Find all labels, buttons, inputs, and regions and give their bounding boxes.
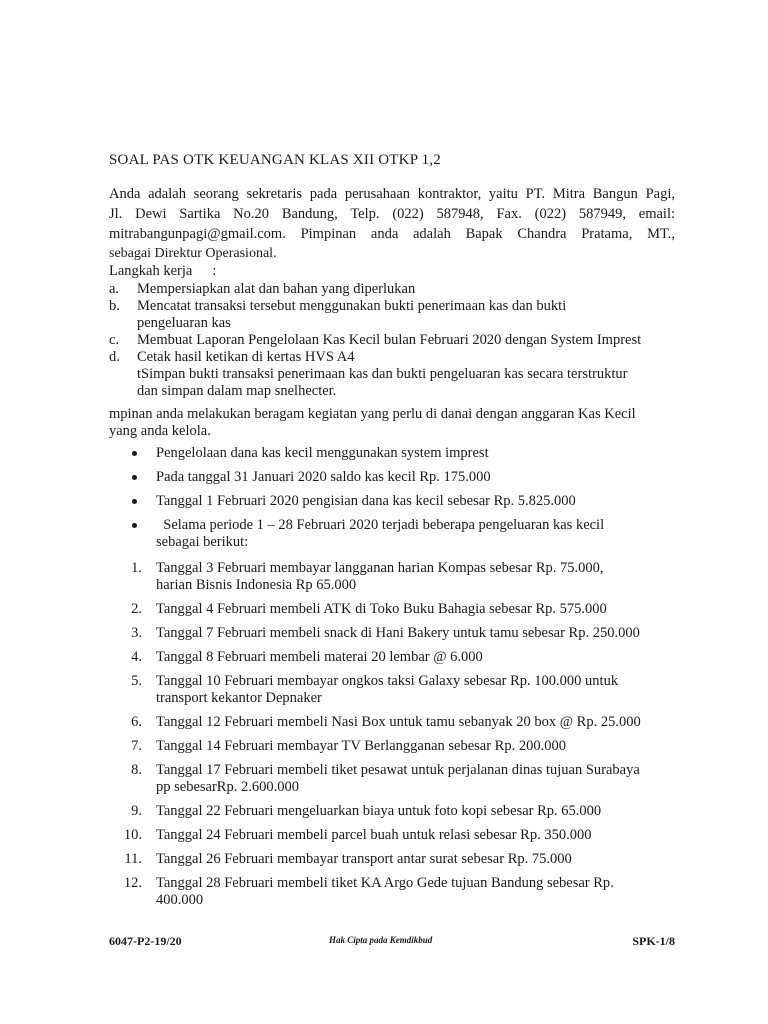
intro-line: sebagai Direktur Operasional. (109, 246, 277, 261)
step-text: Membuat Laporan Pengelolaan Kas Kecil bulan Februari 2020 dengan System Imprest (137, 332, 642, 348)
intro-paragraph (109, 184, 675, 264)
expense-item (109, 601, 689, 618)
footer-document-code: 6047-P2-19/20 (109, 934, 182, 948)
intro-line: Jl. Dewi Sartika No.20 Bandung, Telp. (022) 587948, Fax. (022) 587949, email: (109, 206, 675, 222)
bullet-text: Pada tanggal 31 Januari 2020 saldo kas kecil Rp. 175.000 (156, 469, 491, 485)
expense-number: 7. (131, 738, 142, 754)
expense-intro-paragraph (109, 406, 679, 440)
step-text: pengeluaran kas (137, 315, 231, 331)
expense-text: Tanggal 3 Februari membayar langganan harian Kompas sebesar Rp. 75.000, (156, 560, 604, 576)
page-footer (109, 934, 675, 950)
work-step (109, 298, 689, 332)
bullet-text: Tanggal 1 Februari 2020 pengisian dana kas kecil sebesar Rp. 5.825.000 (156, 493, 576, 509)
expense-item (109, 827, 689, 844)
document-title: SOAL PAS OTK KEUANGAN KLAS XII OTKP 1,2 (109, 152, 441, 168)
expense-intro-line: yang anda kelola. (109, 423, 211, 439)
expense-number: 9. (131, 803, 142, 819)
expense-number: 12. (123, 875, 142, 891)
work-step (109, 281, 689, 298)
expense-item (109, 714, 689, 731)
expense-text: transport kekantor Depnaker (156, 690, 322, 706)
bullet-item (130, 469, 690, 486)
expense-list (109, 560, 689, 916)
expense-text: Tanggal 24 Februari membeli parcel buah untuk relasi sebesar Rp. 350.000 (156, 827, 592, 843)
intro-line: mitrabangunpagi@gmail.com. Pimpinan anda adalah Bapak Chandra Pratama, MT., (109, 226, 675, 242)
expense-text: Tanggal 14 Februari membayar TV Berlangganan sebesar Rp. 200.000 (156, 738, 566, 754)
work-step-extra (109, 366, 689, 400)
steps-heading-colon: : (212, 263, 217, 279)
expense-item (109, 738, 689, 755)
expense-text: Tanggal 28 Februari membeli tiket KA Argo Gede tujuan Bandung sebesar Rp. (156, 875, 614, 891)
expense-intro-line: mpinan anda melakukan beragam kegiatan yang perlu di danai dengan anggaran Kas Kecil (109, 406, 636, 422)
expense-text: Tanggal 12 Februari membeli Nasi Box untuk tamu sebanyak 20 box @ Rp. 25.000 (156, 714, 641, 730)
expense-number: 5. (131, 673, 142, 689)
expense-number: 6. (131, 714, 142, 730)
work-step (109, 349, 689, 366)
bullet-item (130, 445, 690, 462)
expense-text: Tanggal 8 Februari membeli materai 20 lembar @ 6.000 (156, 649, 483, 665)
bullet-dot-icon (132, 499, 137, 504)
step-extra-text: tSimpan bukti transaksi penerimaan kas dan bukti pengeluaran kas secara terstruktur (137, 366, 628, 382)
bullet-item (130, 517, 690, 551)
expense-text: Tanggal 17 Februari membeli tiket pesawat untuk perjalanan dinas tujuan Surabaya (156, 762, 640, 778)
expense-text: pp sebesarRp. 2.600.000 (156, 779, 299, 795)
expense-number: 11. (124, 851, 142, 867)
work-step (109, 332, 689, 349)
bullet-dot-icon (132, 451, 137, 456)
expense-text: harian Bisnis Indonesia Rp 65.000 (156, 577, 357, 593)
expense-item (109, 875, 689, 909)
expense-item (109, 673, 689, 707)
expense-item (109, 803, 689, 820)
expense-text: Tanggal 10 Februari membayar ongkos taksi Galaxy sebesar Rp. 100.000 untuk (156, 673, 619, 689)
step-marker: b. (109, 298, 120, 314)
step-text: Cetak hasil ketikan di kertas HVS A4 (137, 349, 355, 365)
steps-heading (109, 263, 216, 280)
work-steps-list (109, 281, 689, 400)
intro-line: Anda adalah seorang sekretaris pada perusahaan kontraktor, yaitu PT. Mitra Bangun Pagi, (109, 186, 675, 202)
expense-item (109, 560, 689, 594)
expense-text: Tanggal 7 Februari membeli snack di Hani Bakery untuk tamu sebesar Rp. 250.000 (156, 625, 640, 641)
step-text: Mencatat transaksi tersebut menggunakan bukti penerimaan kas dan bukti (137, 298, 567, 314)
bullet-dot-icon (132, 475, 137, 480)
step-marker: d. (109, 349, 120, 365)
expense-text: Tanggal 4 Februari membeli ATK di Toko Buku Bahagia sebesar Rp. 575.000 (156, 601, 607, 617)
steps-heading-label: Langkah kerja (109, 263, 193, 279)
step-marker: c. (109, 332, 120, 348)
info-bullet-list (130, 445, 690, 558)
footer-copyright: Hak Cipta pada Kemdikbud (329, 935, 433, 945)
expense-number: 4. (131, 649, 142, 665)
step-extra-text: dan simpan dalam map snelhecter. (137, 383, 337, 399)
bullet-item (130, 493, 690, 510)
step-marker: a. (109, 281, 120, 297)
expense-number: 1. (131, 560, 142, 576)
expense-item (109, 625, 689, 642)
expense-number: 2. (131, 601, 142, 617)
step-text: Mempersiapkan alat dan bahan yang diperlukan (137, 281, 416, 297)
bullet-text: Selama periode 1 – 28 Februari 2020 terjadi beberapa pengeluaran kas kecil (156, 517, 605, 533)
expense-text: Tanggal 26 Februari membayar transport antar surat sebesar Rp. 75.000 (156, 851, 572, 867)
bullet-text: Pengelolaan dana kas kecil menggunakan system imprest (156, 445, 489, 461)
expense-text: Tanggal 22 Februari mengeluarkan biaya untuk foto kopi sebesar Rp. 65.000 (156, 803, 602, 819)
bullet-text: sebagai berikut: (156, 534, 249, 550)
expense-item (109, 762, 689, 796)
expense-number: 8. (131, 762, 142, 778)
expense-item (109, 851, 689, 868)
expense-text: 400.000 (156, 892, 204, 908)
expense-number: 3. (131, 625, 142, 641)
expense-item (109, 649, 689, 666)
expense-number: 10. (123, 827, 142, 843)
footer-page-number: SPK-1/8 (632, 934, 675, 948)
bullet-dot-icon (132, 523, 137, 528)
